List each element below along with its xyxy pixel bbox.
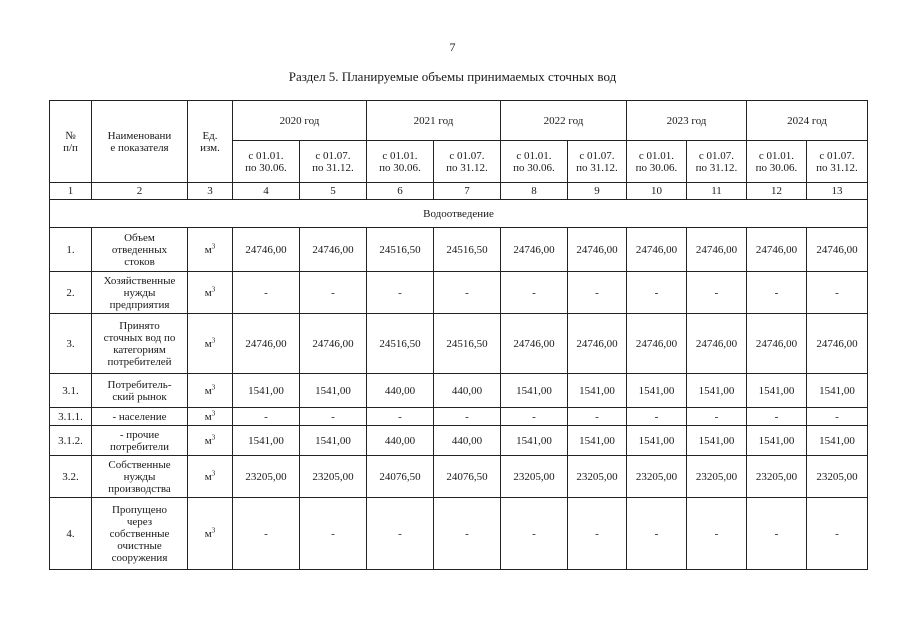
value-cell: -: [568, 272, 627, 314]
value-cell: -: [501, 408, 568, 426]
row-name-line: потребители: [109, 440, 170, 453]
value-cell: 1541,00: [568, 426, 627, 456]
row-name-line: предприятия: [109, 298, 170, 311]
column-number: 10: [627, 183, 687, 200]
value-cell: 1541,00: [300, 426, 367, 456]
header-name-line: е показателя: [110, 141, 169, 154]
value-cell: -: [747, 498, 807, 570]
value-cell: 440,00: [367, 426, 434, 456]
value-cell: 440,00: [367, 374, 434, 408]
row-number: 1.: [50, 228, 92, 272]
value-cell: -: [233, 272, 300, 314]
value-cell: 24516,50: [434, 228, 501, 272]
value-cell: 1541,00: [300, 374, 367, 408]
row-name: [92, 498, 188, 570]
section-label: Водоотведение: [50, 200, 868, 228]
value-cell: 23205,00: [627, 456, 687, 498]
value-cell: 1541,00: [233, 426, 300, 456]
value-cell: 24746,00: [300, 314, 367, 374]
row-name-line: производства: [108, 482, 171, 495]
row-number: 3.1.2.: [50, 426, 92, 456]
value-cell: 24516,50: [434, 314, 501, 374]
period-from: с 01.07.: [579, 149, 615, 162]
value-cell: 24746,00: [747, 314, 807, 374]
value-cell: -: [367, 272, 434, 314]
value-cell: -: [367, 498, 434, 570]
row-name-line: через: [126, 515, 153, 528]
value-cell: -: [300, 272, 367, 314]
column-number: 3: [188, 183, 233, 200]
value-cell: 23205,00: [300, 456, 367, 498]
period-to: по 30.06.: [513, 161, 555, 174]
header-name: [92, 101, 188, 183]
unit-exponent: 3: [211, 468, 216, 477]
header-num: [50, 101, 92, 183]
period-from: с 01.07.: [449, 149, 485, 162]
row-unit: [188, 408, 233, 426]
page-title: Раздел 5. Планируемые объемы принимаемых сточных вод: [288, 69, 617, 84]
row-unit: [188, 228, 233, 272]
period-to: по 30.06.: [379, 161, 421, 174]
unit-exponent: 3: [211, 382, 216, 391]
value-cell: -: [627, 408, 687, 426]
row-name: [92, 408, 188, 426]
column-number: 5: [300, 183, 367, 200]
value-cell: 1541,00: [747, 374, 807, 408]
table-row: [50, 228, 868, 272]
value-cell: -: [747, 272, 807, 314]
row-unit: [188, 314, 233, 374]
header-period: [501, 141, 568, 183]
value-cell: 1541,00: [627, 426, 687, 456]
value-cell: -: [233, 498, 300, 570]
header-period: [627, 141, 687, 183]
header-name-line: Наименовани: [107, 129, 172, 142]
value-cell: -: [367, 408, 434, 426]
row-name-line: потребителей: [107, 355, 172, 368]
unit-base: м: [204, 410, 212, 423]
value-cell: 1541,00: [747, 426, 807, 456]
value-cell: 440,00: [434, 426, 501, 456]
header-year-2023: 2023 год: [627, 101, 747, 141]
row-name: [92, 426, 188, 456]
row-name-line: - прочие: [119, 428, 160, 441]
period-to: по 31.12.: [446, 161, 488, 174]
value-cell: -: [687, 272, 747, 314]
value-cell: 1541,00: [233, 374, 300, 408]
period-to: по 30.06.: [245, 161, 287, 174]
value-cell: 440,00: [434, 374, 501, 408]
row-name-line: собственные: [109, 527, 170, 540]
value-cell: 24746,00: [807, 228, 868, 272]
period-from: с 01.07.: [315, 149, 351, 162]
header-period: [300, 141, 367, 183]
value-cell: -: [300, 498, 367, 570]
column-number: 13: [807, 183, 868, 200]
value-cell: 24746,00: [501, 314, 568, 374]
value-cell: -: [807, 408, 868, 426]
table-row: [50, 426, 868, 456]
value-cell: -: [434, 408, 501, 426]
row-name: [92, 272, 188, 314]
value-cell: -: [807, 498, 868, 570]
unit-base: м: [204, 527, 212, 540]
value-cell: 23205,00: [501, 456, 568, 498]
value-cell: 23205,00: [807, 456, 868, 498]
period-to: по 31.12.: [695, 161, 738, 174]
row-name-line: Принято: [119, 319, 160, 332]
period-from: с 01.01.: [758, 149, 795, 162]
value-cell: 24746,00: [300, 228, 367, 272]
unit-base: м: [204, 286, 212, 299]
row-name-line: категориям: [113, 343, 166, 356]
row-number: 3.1.: [50, 374, 92, 408]
period-from: с 01.01.: [638, 149, 675, 162]
value-cell: 24076,50: [434, 456, 501, 498]
value-cell: -: [300, 408, 367, 426]
header-num-line: п/п: [63, 141, 78, 154]
table-row: [50, 456, 868, 498]
table-row: [50, 408, 868, 426]
column-number: 4: [233, 183, 300, 200]
row-name-line: Потребитель-: [107, 378, 172, 391]
column-number: 9: [568, 183, 627, 200]
unit-exponent: 3: [211, 335, 216, 344]
column-number: 6: [367, 183, 434, 200]
header-period: [434, 141, 501, 183]
value-cell: 24746,00: [807, 314, 868, 374]
value-cell: 1541,00: [568, 374, 627, 408]
value-cell: 23205,00: [233, 456, 300, 498]
row-name-line: нужды: [123, 286, 156, 299]
wastewater-volume-table: [49, 100, 868, 570]
table-row: [50, 272, 868, 314]
row-name-line: нужды: [123, 470, 156, 483]
value-cell: 1541,00: [501, 426, 568, 456]
value-cell: 24746,00: [233, 314, 300, 374]
period-to: по 31.12.: [576, 161, 618, 174]
row-name-line: Хозяйственные: [103, 274, 176, 287]
unit-base: м: [204, 384, 212, 397]
unit-base: м: [204, 337, 212, 350]
row-name-line: Объем: [124, 231, 155, 244]
column-number: 8: [501, 183, 568, 200]
value-cell: 23205,00: [747, 456, 807, 498]
value-cell: -: [434, 272, 501, 314]
value-cell: -: [568, 498, 627, 570]
header-row-years: [50, 101, 868, 141]
header-year-2020: 2020 год: [233, 101, 367, 141]
period-from: с 01.01.: [516, 149, 552, 162]
row-name-line: Собственные: [108, 458, 171, 471]
row-name-line: сооружения: [111, 551, 168, 564]
row-unit: [188, 498, 233, 570]
row-unit: [188, 374, 233, 408]
row-number: 3.2.: [50, 456, 92, 498]
row-name-line: - население: [112, 410, 167, 423]
header-unit: [188, 101, 233, 183]
value-cell: 1541,00: [687, 426, 747, 456]
row-name-line: ский рынок: [112, 390, 167, 403]
row-unit: [188, 456, 233, 498]
unit-base: м: [204, 434, 212, 447]
period-to: по 30.06.: [635, 161, 678, 174]
table-row: [50, 498, 868, 570]
column-number: 1: [50, 183, 92, 200]
value-cell: -: [747, 408, 807, 426]
column-number: 11: [687, 183, 747, 200]
value-cell: -: [627, 272, 687, 314]
value-cell: 24746,00: [627, 228, 687, 272]
header-period: [568, 141, 627, 183]
period-to: по 31.12.: [816, 161, 858, 174]
header-year-2022: 2022 год: [501, 101, 627, 141]
value-cell: 23205,00: [687, 456, 747, 498]
unit-exponent: 3: [211, 432, 216, 441]
value-cell: -: [434, 498, 501, 570]
header-num-line: №: [65, 129, 76, 142]
period-from: с 01.07.: [819, 149, 855, 162]
value-cell: 23205,00: [568, 456, 627, 498]
value-cell: -: [233, 408, 300, 426]
row-unit: [188, 426, 233, 456]
value-cell: 1541,00: [807, 426, 868, 456]
header-unit-line: изм.: [200, 141, 220, 154]
value-cell: 24516,50: [367, 228, 434, 272]
unit-exponent: 3: [211, 408, 216, 417]
row-name-line: отведенных: [111, 243, 168, 256]
header-year-2024: 2024 год: [747, 101, 868, 141]
unit-base: м: [204, 243, 212, 256]
column-number: 2: [92, 183, 188, 200]
value-cell: 24746,00: [501, 228, 568, 272]
value-cell: -: [501, 498, 568, 570]
header-period: [687, 141, 747, 183]
value-cell: 1541,00: [807, 374, 868, 408]
table-row: [50, 374, 868, 408]
header-period: [747, 141, 807, 183]
row-name-line: стоков: [124, 255, 155, 268]
value-cell: 24516,50: [367, 314, 434, 374]
header-period: [807, 141, 868, 183]
row-name-line: очистные: [117, 539, 162, 552]
value-cell: -: [501, 272, 568, 314]
section-row: [50, 200, 868, 228]
unit-exponent: 3: [211, 284, 216, 293]
unit-exponent: 3: [211, 241, 216, 250]
header-period: [367, 141, 434, 183]
value-cell: -: [687, 408, 747, 426]
row-number: 3.1.1.: [50, 408, 92, 426]
row-number: 3.: [50, 314, 92, 374]
period-from: с 01.01.: [382, 149, 418, 162]
unit-exponent: 3: [211, 525, 216, 534]
value-cell: 24076,50: [367, 456, 434, 498]
row-name: [92, 228, 188, 272]
row-unit: [188, 272, 233, 314]
value-cell: -: [807, 272, 868, 314]
period-to: по 31.12.: [312, 161, 354, 174]
page-number: 7: [449, 40, 456, 54]
header-period: [233, 141, 300, 183]
row-name: [92, 374, 188, 408]
row-number: 2.: [50, 272, 92, 314]
header-unit-line: Ед.: [202, 129, 218, 142]
row-number: 4.: [50, 498, 92, 570]
value-cell: 1541,00: [687, 374, 747, 408]
value-cell: 24746,00: [627, 314, 687, 374]
period-from: с 01.01.: [248, 149, 284, 162]
row-name-line: сточных вод по: [103, 331, 176, 344]
row-name: [92, 314, 188, 374]
period-to: по 30.06.: [755, 161, 798, 174]
column-number: 7: [434, 183, 501, 200]
value-cell: 24746,00: [747, 228, 807, 272]
value-cell: 1541,00: [501, 374, 568, 408]
value-cell: 1541,00: [627, 374, 687, 408]
header-year-2021: 2021 год: [367, 101, 501, 141]
unit-base: м: [204, 470, 212, 483]
value-cell: -: [687, 498, 747, 570]
value-cell: 24746,00: [233, 228, 300, 272]
row-name: [92, 456, 188, 498]
column-number: 12: [747, 183, 807, 200]
value-cell: 24746,00: [568, 314, 627, 374]
table-row: [50, 314, 868, 374]
value-cell: 24746,00: [687, 228, 747, 272]
value-cell: 24746,00: [568, 228, 627, 272]
row-name-line: Пропущено: [111, 503, 168, 516]
period-from: с 01.07.: [698, 149, 735, 162]
value-cell: -: [627, 498, 687, 570]
header-row-column-numbers: [50, 183, 868, 200]
value-cell: -: [568, 408, 627, 426]
value-cell: 24746,00: [687, 314, 747, 374]
